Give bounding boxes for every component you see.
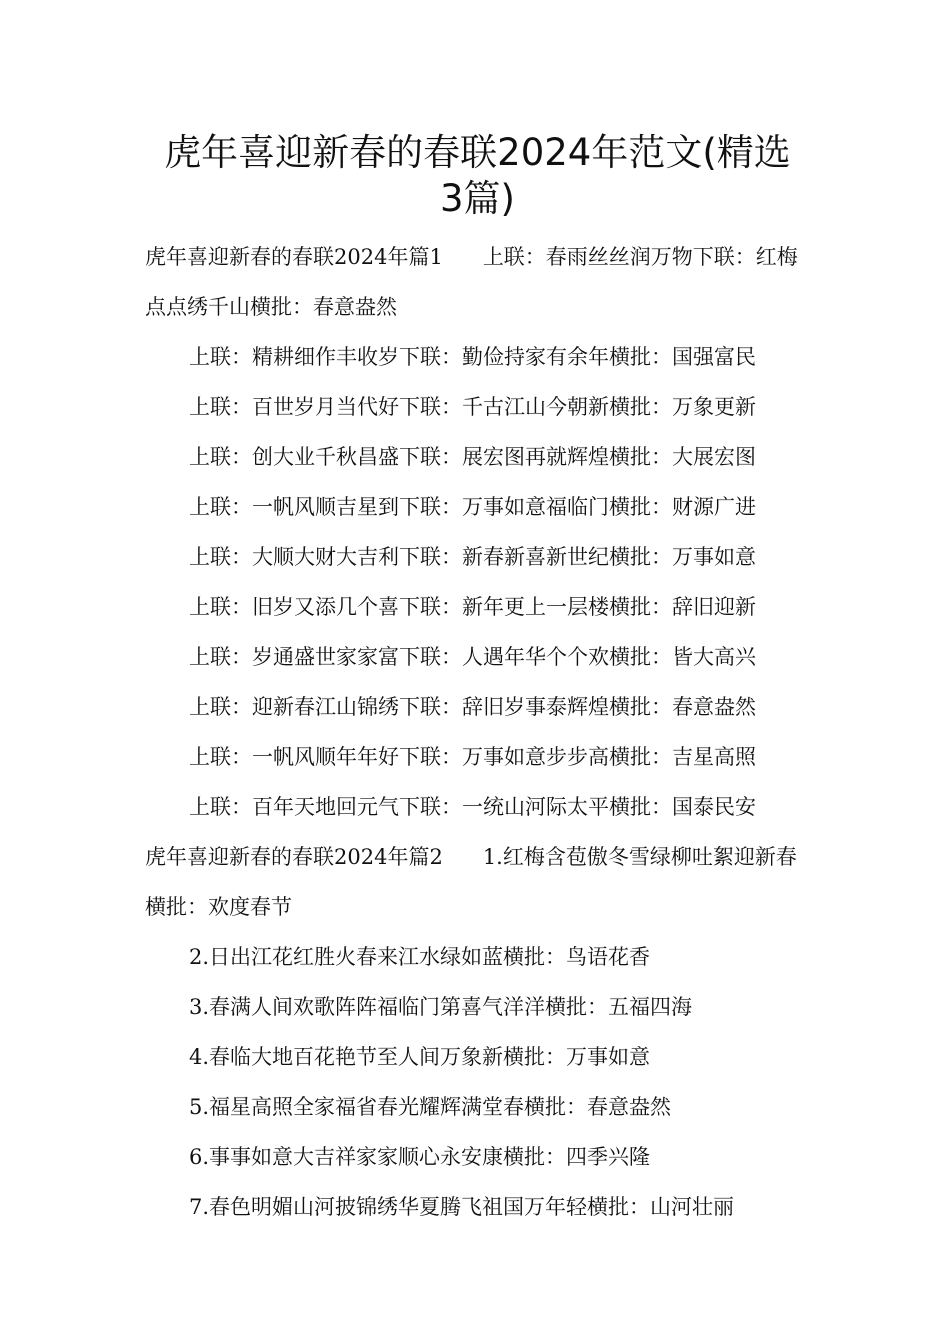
section-1-heading: 虎年喜迎新春的春联2024年篇1 (145, 245, 443, 269)
document-title: 虎年喜迎新春的春联2024年范文(精选3篇) (164, 131, 791, 220)
couplet-line: 上联：旧岁又添几个喜下联：新年更上一层楼横批：辞旧迎新 (189, 595, 756, 619)
couplet-line: 上联：一帆风顺年年好下联：万事如意步步高横批：吉星高照 (189, 745, 756, 769)
couplet-line: 2.日出江花红胜火春来江水绿如蓝横批：鸟语花香 (189, 945, 651, 969)
couplet-line: 6.事事如意大吉祥家家顺心永安康横批：四季兴隆 (189, 1145, 651, 1169)
section-1-lead (145, 232, 810, 332)
couplet-line: 4.春临大地百花艳节至人间万象新横批：万事如意 (189, 1045, 651, 1069)
couplet-line: 上联：精耕细作丰收岁下联：勤俭持家有余年横批：国强富民 (189, 345, 756, 369)
couplet-line: 5.福星高照全家福省春光耀辉满堂春横批：春意盎然 (189, 1095, 672, 1119)
couplet-line: 上联：大顺大财大吉利下联：新春新喜新世纪横批：万事如意 (189, 545, 756, 569)
couplet-line: 上联：岁通盛世家家富下联：人遇年华个个欢横批：皆大高兴 (189, 645, 756, 669)
couplet-line: 上联：百世岁月当代好下联：千古江山今朝新横批：万象更新 (189, 395, 756, 419)
couplet-line: 上联：一帆风顺吉星到下联：万事如意福临门横批：财源广进 (189, 495, 756, 519)
couplet-line: 上联：创大业千秋昌盛下联：展宏图再就辉煌横批：大展宏图 (189, 445, 756, 469)
section-2-first-couplet: 1.红梅含苞傲冬雪绿柳吐絮迎新春横批：欢度春节 (145, 845, 797, 919)
section-2-lead (145, 832, 810, 932)
couplet-line: 上联：百年天地回元气下联：一统山河际太平横批：国泰民安 (189, 795, 756, 819)
section-1-first-couplet: 上联：春雨丝丝润万物下联：红梅点点绣千山横批：春意盎然 (145, 245, 798, 319)
couplet-line: 7.春色明媚山河披锦绣华夏腾飞祖国万年轻横批：山河壮丽 (189, 1195, 735, 1219)
document-body (145, 232, 810, 1232)
section-2-heading: 虎年喜迎新春的春联2024年篇2 (145, 845, 443, 869)
couplet-line: 3.春满人间欢歌阵阵福临门第喜气洋洋横批：五福四海 (189, 995, 693, 1019)
couplet-line: 上联：迎新春江山锦绣下联：辞旧岁事泰辉煌横批：春意盎然 (189, 695, 756, 719)
